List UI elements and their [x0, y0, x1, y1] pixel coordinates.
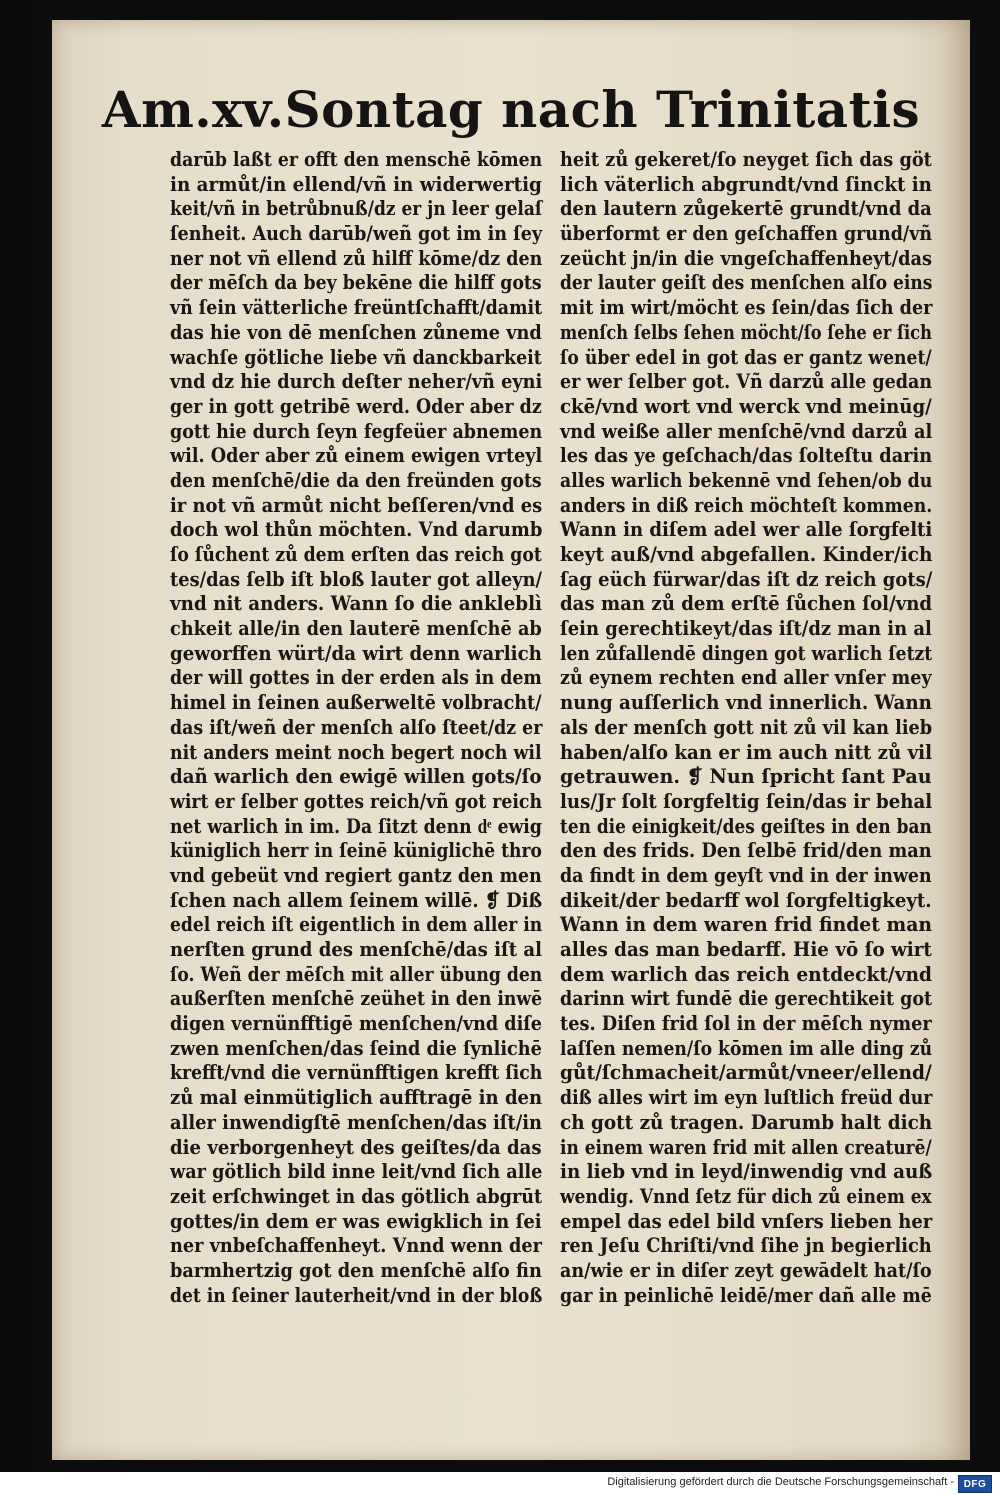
text-line: dem warlich das reich entdeckt/vnd: [560, 962, 933, 986]
text-line: det in ſeiner lauterheit/vnd in der bloß: [170, 1283, 543, 1307]
text-line: doch wol thůn möchten. Vnd darumb: [170, 518, 543, 542]
text-line: aller inwendigſtē menſchen/das iſt/in: [170, 1110, 543, 1134]
text-line: ſenheit. Auch darūb/weñ got im in ſey: [170, 222, 543, 246]
text-line: gottes/in dem er was ewigklich in ſei: [170, 1209, 542, 1233]
text-line: zwen menſchen/das ſeind die ſynlichē: [170, 1036, 542, 1060]
text-line: als der menſch gott nit zů vil kan lieb: [560, 715, 933, 739]
text-line: vnd nit anders. Wann ſo die ankleblì: [170, 592, 542, 616]
text-line: keit/vñ in betrůbnuß/dz er jn leer gelaſ: [170, 197, 543, 221]
text-line: vnd gebeüt vnd regiert gantz den men: [170, 863, 542, 887]
text-line: vnd weiße aller menſchē/vnd darzů al: [560, 419, 933, 443]
text-line: in armůt/in ellend/vñ in widerwertig: [170, 172, 542, 196]
page-header: Am.xv.Sontag nach Trinitatis: [101, 80, 921, 139]
text-line: ten die einigkeit/des geiſtes in den ban: [560, 814, 932, 838]
text-line: überformt er den geſchaffen grund/vñ: [560, 222, 933, 246]
dfg-logo-icon: DFG: [958, 1475, 992, 1493]
text-line: krefft/vnd die vernünfftigen krefft ſich: [170, 1061, 543, 1085]
text-line: in lieb vnd in leyd/inwendig vnd auß: [560, 1160, 933, 1184]
text-line: den lautern zůgekertē grundt/vnd da: [560, 197, 932, 221]
text-line: alles das man bedarff. Hie vō ſo wirt: [560, 938, 932, 961]
text-line: ch gott zů tragen. Darumb halt dich: [560, 1110, 933, 1134]
text-line: zeücht jn/in die vngeſchaffenheyt/das: [560, 246, 932, 270]
text-line: diß alles wirt im eyn luſtlich freüd dur: [560, 1086, 933, 1110]
text-line: war götlich bild inne leit/vnd ſich alle: [170, 1160, 543, 1184]
footer-bar: [0, 1472, 1000, 1495]
text-line: empel das edel bild vnſers lieben her: [560, 1209, 933, 1233]
text-line: tes/das ſelb iſt bloß lauter got alleyn/: [170, 567, 543, 591]
text-line: darūb laßt er offt den menschē kōmen: [170, 148, 543, 171]
text-line: nerſten grund des menſchē/das iſt al: [170, 938, 542, 961]
text-line: zů eynem rechten end aller vnſer mey: [560, 666, 932, 690]
text-line: wachſe götliche liebe vñ danckbarkeit: [170, 345, 542, 369]
text-line: mit im wirt/möcht es ſein/das ſich der: [560, 296, 933, 320]
text-line: da findt in dem geyſt vnd in der inwen: [560, 863, 932, 887]
text-line: ſo über edel in got das er gantz wenet/: [560, 345, 932, 369]
text-line: nit anders meint noch begert noch wil: [170, 740, 542, 764]
text-line: ner vnbeſchaffenheyt. Vnnd wenn der: [170, 1234, 542, 1258]
text-line: wil. Oder aber zů einem ewigen vrteyl: [170, 444, 543, 468]
text-line: chkeit alle/in den lauterē menſchē ab: [170, 617, 542, 641]
text-line: ſo. Weñ der mēſch mit aller übung den: [170, 962, 543, 986]
text-line: barmhertzig got den menſchē alſo fin: [170, 1258, 542, 1282]
text-line: das man zů dem erſtē ſůchen ſol/vnd: [560, 592, 933, 616]
text-line: in einem waren frid mit allen creaturē/: [560, 1135, 932, 1159]
text-line: ſchen nach allem ſeinem willē. ❡ Diß: [170, 888, 543, 912]
text-line: wirt er ſelber gottes reich/vñ got reich: [170, 789, 543, 813]
text-line: die verborgenheyt des geiſtes/da das: [170, 1135, 542, 1159]
text-line: laſſen nemen/ſo kōmen im alle ding zů: [560, 1036, 933, 1060]
text-line: digen vernünfftigē menſchen/vnd diſe: [170, 1012, 542, 1036]
text-line: gott hie durch ſeyn fegfeüer abnemen: [170, 419, 543, 443]
left-text-column: [170, 148, 542, 1308]
text-line: len zůfallendē dingen got warlich ſetzt: [560, 641, 933, 665]
text-line: net warlich in im. Da ſitzt denn dͤ ewig: [170, 814, 542, 838]
text-line: getrauwen. ❡ Nun ſpricht ſant Pau: [560, 765, 932, 789]
text-line: darinn wirt fundē die gerechtikeit got: [560, 987, 933, 1011]
page-edge-shadow: [940, 20, 970, 1460]
text-line: küniglich herr in ſeinē küniglichē thro: [170, 839, 542, 863]
text-line: ren Jeſu Chriſti/vnd ſihe jn begierlich: [560, 1234, 932, 1258]
text-line: les das ye geſchach/das ſolteſtu darin: [560, 444, 933, 468]
book-page: [52, 20, 970, 1460]
text-line: tes. Diſen frid ſol in der mēſch nymer: [560, 1012, 932, 1036]
text-line: den des frids. Den ſelbē frid/den man: [560, 839, 932, 863]
text-line: edel reich iſt eigentlich in dem aller in: [170, 913, 543, 937]
text-line: ckē/vnd wort vnd werck vnd meinūg/: [560, 394, 932, 418]
text-line: keyt auß/vnd abgefallen. Kinder/ich: [560, 543, 933, 566]
text-line: außerſten menſchē zeühet in den inwē: [170, 987, 543, 1011]
text-line: ſo ſůchent zů dem erſten das reich got: [170, 543, 542, 566]
text-line: dañ warlich den ewigē willen gots/ſo: [170, 765, 542, 789]
text-line: geworffen würt/da wirt denn warlich: [170, 641, 542, 665]
text-line: vñ ſein vätterliche freüntſchafft/damit: [170, 296, 543, 320]
text-line: heit zů gekeret/ſo neyget ſich das göt: [560, 148, 932, 171]
text-line: zů mal einmütiglich aufftragē in den: [170, 1086, 543, 1110]
text-line: ger in gott getribē werd. Oder aber dz: [170, 394, 542, 418]
text-line: er wer ſelber got. Vñ darzů alle gedan: [560, 370, 933, 394]
text-line: vnd dz hie durch deſter neher/vñ eyni: [170, 370, 543, 394]
text-line: den menſchē/die da den freünden gots: [170, 468, 542, 492]
text-line: der mēſch da bey bekēne die hilff gots: [170, 271, 542, 295]
funding-notice: Digitalisierung gefördert durch die Deutsche Forschungsgemeinschaft -: [607, 1476, 954, 1488]
text-line: ir not vñ armůt nicht beſſeren/vnd es: [170, 493, 543, 517]
text-line: zeit erſchwinget in das götlich abgrūt: [170, 1184, 543, 1208]
text-line: an/wie er in diſer zeyt gewādelt hat/ſo: [560, 1258, 932, 1282]
text-line: alles warlich bekennē vnd ſehen/ob du: [560, 468, 933, 492]
text-line: haben/alſo kan er im auch nitt zů vil: [560, 740, 933, 764]
text-line: das hie von dē menſchen zůneme vnd: [170, 320, 542, 344]
text-line: lich väterlich abgrundt/vnd ſinckt in: [560, 172, 932, 196]
text-line: ſein gerechtikeyt/das iſt/dz man in al: [560, 617, 932, 641]
text-line: der lauter geiſt des menſchen alſo eins: [560, 271, 933, 295]
text-line: menſch ſelbs ſehen möcht/ſo ſehe er ſich: [560, 320, 932, 344]
text-line: gůt/ſchmacheit/armůt/vneer/ellend/: [560, 1061, 932, 1085]
text-line: Wann in diſem adel wer alle ſorgfelti: [560, 518, 933, 542]
text-line: Wann in dem waren frid findet man: [560, 913, 933, 937]
text-line: himel in ſeinen außerweltē volbracht/: [170, 691, 542, 715]
text-line: ner not vñ ellend zů hilff kōme/dz den: [170, 246, 543, 270]
text-line: das iſt/weñ der menſch alſo ſteet/dz er: [170, 715, 543, 739]
text-line: lus/Jr ſolt ſorgfeltig ſein/das ir behal: [560, 789, 933, 813]
text-line: der will gottes in der erden als in dem: [170, 666, 542, 690]
text-line: dikeit/der bedarff wol ſorgfeltigkeyt.: [560, 888, 932, 912]
text-line: wendig. Vnnd ſetz für dich zů einem ex: [560, 1184, 932, 1208]
text-line: anders in diß reich möchteſt kommen.: [560, 493, 933, 517]
right-text-column: [560, 148, 932, 1308]
text-line: nung auſſerlich vnd innerlich. Wann: [560, 691, 932, 715]
text-line: ſag eüch fürwar/das iſt dz reich gots/: [560, 567, 933, 591]
text-line: gar in peinlichē leidē/mer dañ alle mē: [560, 1283, 932, 1307]
